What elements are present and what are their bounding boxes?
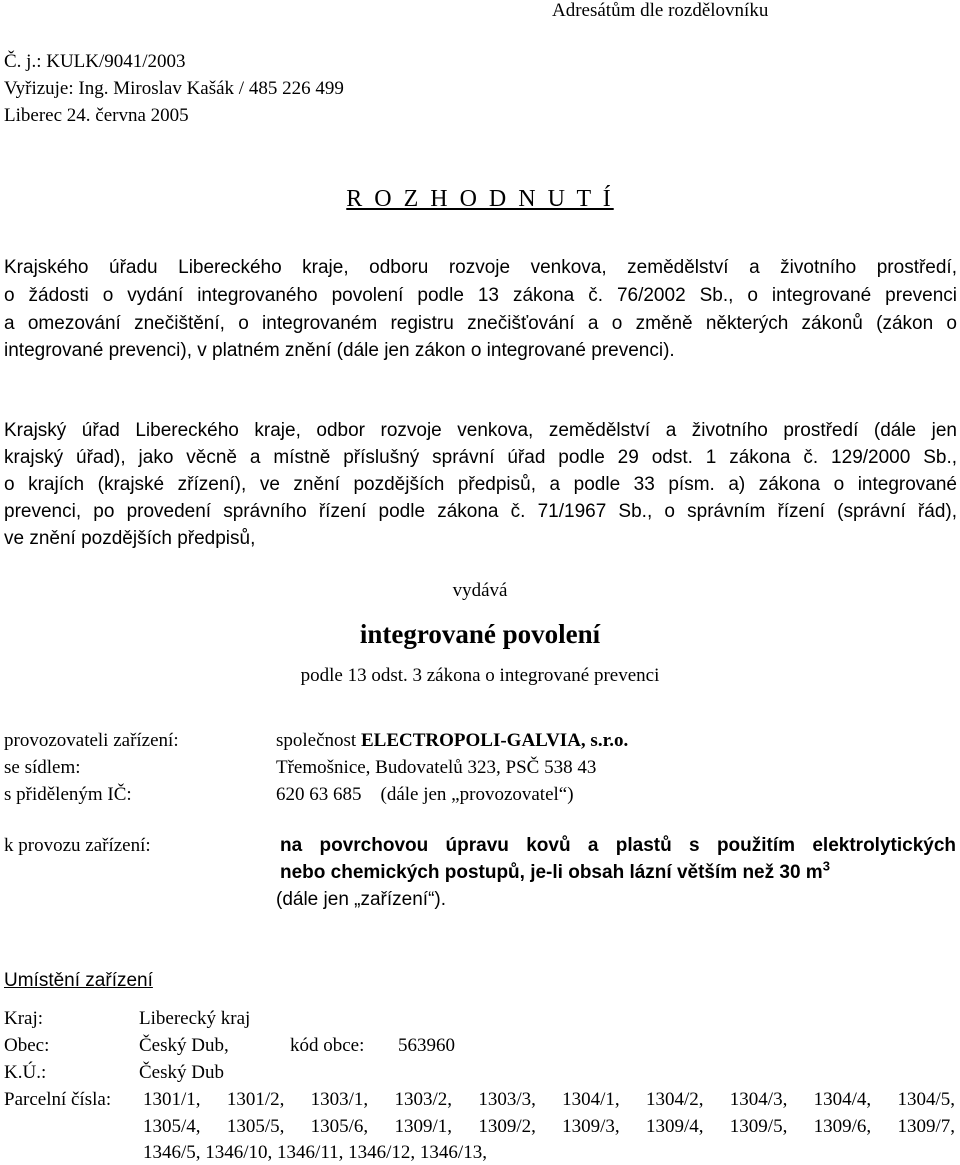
- id-label: s přiděleným IČ:: [4, 784, 132, 805]
- id-value: 620 63 685 (dále jen „provozovatel“): [276, 784, 574, 805]
- intro-line: o žádosti o vydání integrovaného povolení podle 13 zákona č. 76/2002 Sb., o integrované prevenci: [4, 285, 957, 306]
- seat-value: Třemošnice, Budovatelů 323, PSČ 538 43: [276, 757, 597, 778]
- ku-value: Český Dub: [139, 1062, 224, 1083]
- kod-value: 563960: [398, 1035, 455, 1056]
- cubic-superscript: 3: [822, 858, 830, 874]
- kod-label: kód obce:: [290, 1035, 365, 1056]
- parcel-label: Parcelní čísla:: [4, 1089, 112, 1110]
- ku-label: K.Ú.:: [4, 1062, 47, 1083]
- operator-prefix: společnost: [276, 730, 361, 751]
- permit-title: integrované povolení: [359, 619, 601, 649]
- operation-line: na povrchovou úpravu kovů a plastů s použitím elektrolytických: [280, 835, 956, 856]
- reference-number: Č. j.: KULK/9041/2003: [4, 51, 186, 72]
- operator-value: [276, 730, 628, 752]
- operation-label: k provozu zařízení:: [4, 835, 151, 856]
- obec-label: Obec:: [4, 1035, 50, 1056]
- obec-value: Český Dub,: [139, 1035, 229, 1056]
- seat-label: se sídlem:: [4, 757, 81, 778]
- body-line: o krajích (krajské zřízení), ve znění pozdějších předpisů, a podle 33 písm. a) zákona o integrované: [4, 474, 957, 495]
- kraj-label: Kraj:: [4, 1008, 44, 1029]
- operator-label: provozovateli zařízení:: [4, 730, 179, 751]
- permit-basis: podle 13 odst. 3 zákona o integrované prevenci: [300, 665, 660, 686]
- intro-line: Krajského úřadu Libereckého kraje, odboru rozvoje venkova, zemědělství a životního prostředí,: [4, 257, 957, 278]
- body-line: prevenci, po provedení správního řízení podle zákona č. 71/1967 Sb., o správním řízení (správní řád),: [4, 501, 957, 522]
- parcel-line: 1301/1, 1301/2, 1303/1, 1303/2, 1303/3, 1304/1, 1304/2, 1304/3, 1304/4, 1304/5,: [143, 1089, 955, 1110]
- parcel-line: 1346/5, 1346/10, 1346/11, 1346/12, 1346/13,: [143, 1142, 487, 1163]
- parcel-line: 1305/4, 1305/5, 1305/6, 1309/1, 1309/2, 1309/3, 1309/4, 1309/5, 1309/6, 1309/7,: [143, 1116, 955, 1137]
- body-line: Krajský úřad Libereckého kraje, odbor rozvoje venkova, zemědělství a životního prostředí (dále jen: [4, 420, 957, 441]
- handler-info: Vyřizuje: Ing. Miroslav Kašák / 485 226 499: [4, 78, 344, 99]
- issues-word: vydává: [452, 580, 508, 601]
- place-date: Liberec 24. června 2005: [4, 105, 189, 126]
- operation-line-text: nebo chemických postupů, je-li obsah lázní větším než 30 m: [280, 862, 823, 883]
- operation-line: [280, 858, 830, 884]
- addressee: Adresátům dle rozdělovníku: [552, 0, 769, 21]
- kraj-value: Liberecký kraj: [139, 1008, 251, 1029]
- location-heading: Umístění zařízení: [4, 970, 153, 991]
- body-line: ve znění pozdějších předpisů,: [4, 528, 256, 549]
- intro-line: integrované prevenci), v platném znění (dále jen zákon o integrované prevenci).: [4, 340, 675, 361]
- body-line: krajský úřad), jako věcně a místně příslušný správní úřad podle 29 odst. 1 zákona č. 129/2000 Sb.,: [4, 447, 957, 468]
- document-title: R O Z H O D N U T Í: [346, 186, 614, 212]
- intro-line: a omezování znečištění, o integrovaném registru znečišťování a o změně některých zákonů (zákon o: [4, 313, 957, 334]
- operation-line: (dále jen „zařízení“).: [276, 889, 447, 910]
- operator-name: ELECTROPOLI-GALVIA, s.r.o.: [360, 730, 629, 751]
